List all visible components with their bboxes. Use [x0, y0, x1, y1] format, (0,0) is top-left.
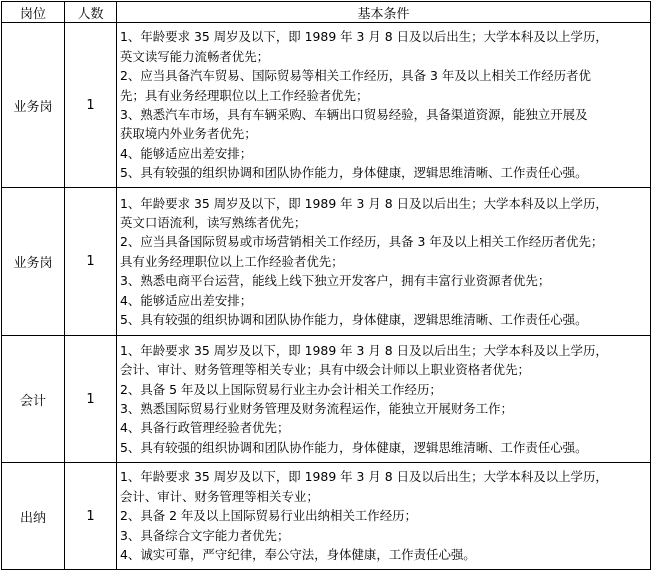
header-row [2, 2, 651, 23]
position-cell: 业务岗 [2, 188, 65, 336]
requirements-table [1, 1, 651, 570]
condition-line: 5、具有较强的组织协调和团队协作能力，身体健康，逻辑思维清晰、工作责任心强。 [120, 439, 588, 455]
table-row [2, 188, 651, 336]
header-count: 人数 [65, 2, 117, 23]
count-cell: 1 [65, 336, 117, 463]
condition-line: 1、年龄要求 35 周岁及以下，即 1989 年 3 月 8 日及以后出生；大学本科及以上学历， [120, 29, 608, 45]
table-row [2, 23, 651, 188]
condition-line: 获取境内外业务者优先； [120, 126, 257, 142]
condition-line: 英文读写能力流畅者优先； [120, 48, 270, 64]
condition-line: 1、年龄要求 35 周岁及以下，即 1989 年 3 月 8 日及以后出生；大学本科及以上学历， [120, 469, 608, 485]
condition-line: 会计、审计、财务管理等相关专业；具有中级会计师以上职业资格者优先； [120, 362, 530, 378]
condition-line: 1、年龄要求 35 周岁及以下，即 1989 年 3 月 8 日及以后出生；大学本科及以上学历， [120, 195, 608, 211]
conditions-cell [117, 336, 651, 463]
condition-line: 4、能够适应出差安排； [120, 292, 253, 308]
condition-line: 2、应当具备国际贸易或市场营销相关工作经历，具备 3 年及以上相关工作经历者优先； [120, 234, 604, 250]
header-conditions: 基本条件 [117, 2, 651, 23]
position-cell: 会计 [2, 336, 65, 463]
condition-line: 4、能够适应出差安排； [120, 145, 253, 161]
conditions-cell [117, 23, 651, 188]
condition-line: 英文口语流利，读写熟练者优先； [120, 214, 307, 230]
condition-line: 1、年龄要求 35 周岁及以下，即 1989 年 3 月 8 日及以后出生；大学本科及以上学历， [120, 342, 608, 358]
condition-line: 3、熟悉汽车市场，具有车辆采购、车辆出口贸易经验，具备渠道资源，能独立开展及 [120, 107, 588, 122]
condition-line: 3、具备综合文字能力者优先； [120, 527, 290, 543]
count-cell: 1 [65, 23, 117, 188]
conditions-cell [117, 463, 651, 570]
position-cell: 业务岗 [2, 23, 65, 188]
condition-line: 4、具备行政管理经验者优先； [120, 420, 290, 436]
count-cell: 1 [65, 188, 117, 336]
condition-line: 5、具有较强的组织协调和团队协作能力，身体健康，逻辑思维清晰、工作责任心强。 [120, 312, 588, 328]
condition-line: 会计、审计、财务管理等相关专业； [120, 488, 319, 504]
table-body [2, 23, 651, 570]
condition-line: 4、诚实可靠，严守纪律，奉公守法，身体健康，工作责任心强。 [120, 547, 476, 563]
condition-line: 2、应当具备汽车贸易、国际贸易等相关工作经历，具备 3 年及以上相关工作经历者优 [120, 68, 591, 84]
header-position: 岗位 [2, 2, 65, 23]
condition-line: 具有业务经理职位以上工作经验者优先； [120, 253, 344, 269]
condition-line: 5、具有较强的组织协调和团队协作能力，身体健康，逻辑思维清晰、工作责任心强。 [120, 165, 588, 181]
conditions-cell [117, 188, 651, 336]
table-row [2, 463, 651, 570]
position-cell: 出纳 [2, 463, 65, 570]
condition-line: 先；具有业务经理职位以上工作经验者优先； [120, 87, 369, 103]
condition-line: 2、具备 5 年及以上国际贸易行业主办会计相关工作经历； [120, 381, 442, 397]
condition-line: 3、熟悉国际贸易行业财务管理及财务流程运作，能独立开展财务工作； [120, 401, 513, 416]
condition-line: 2、具备 2 年及以上国际贸易行业出纳相关工作经历； [120, 508, 417, 524]
table-row [2, 336, 651, 463]
condition-line: 3、熟悉电商平台运营，能线上线下独立开发客户，拥有丰富行业资源者优先； [120, 273, 551, 289]
count-cell: 1 [65, 463, 117, 570]
